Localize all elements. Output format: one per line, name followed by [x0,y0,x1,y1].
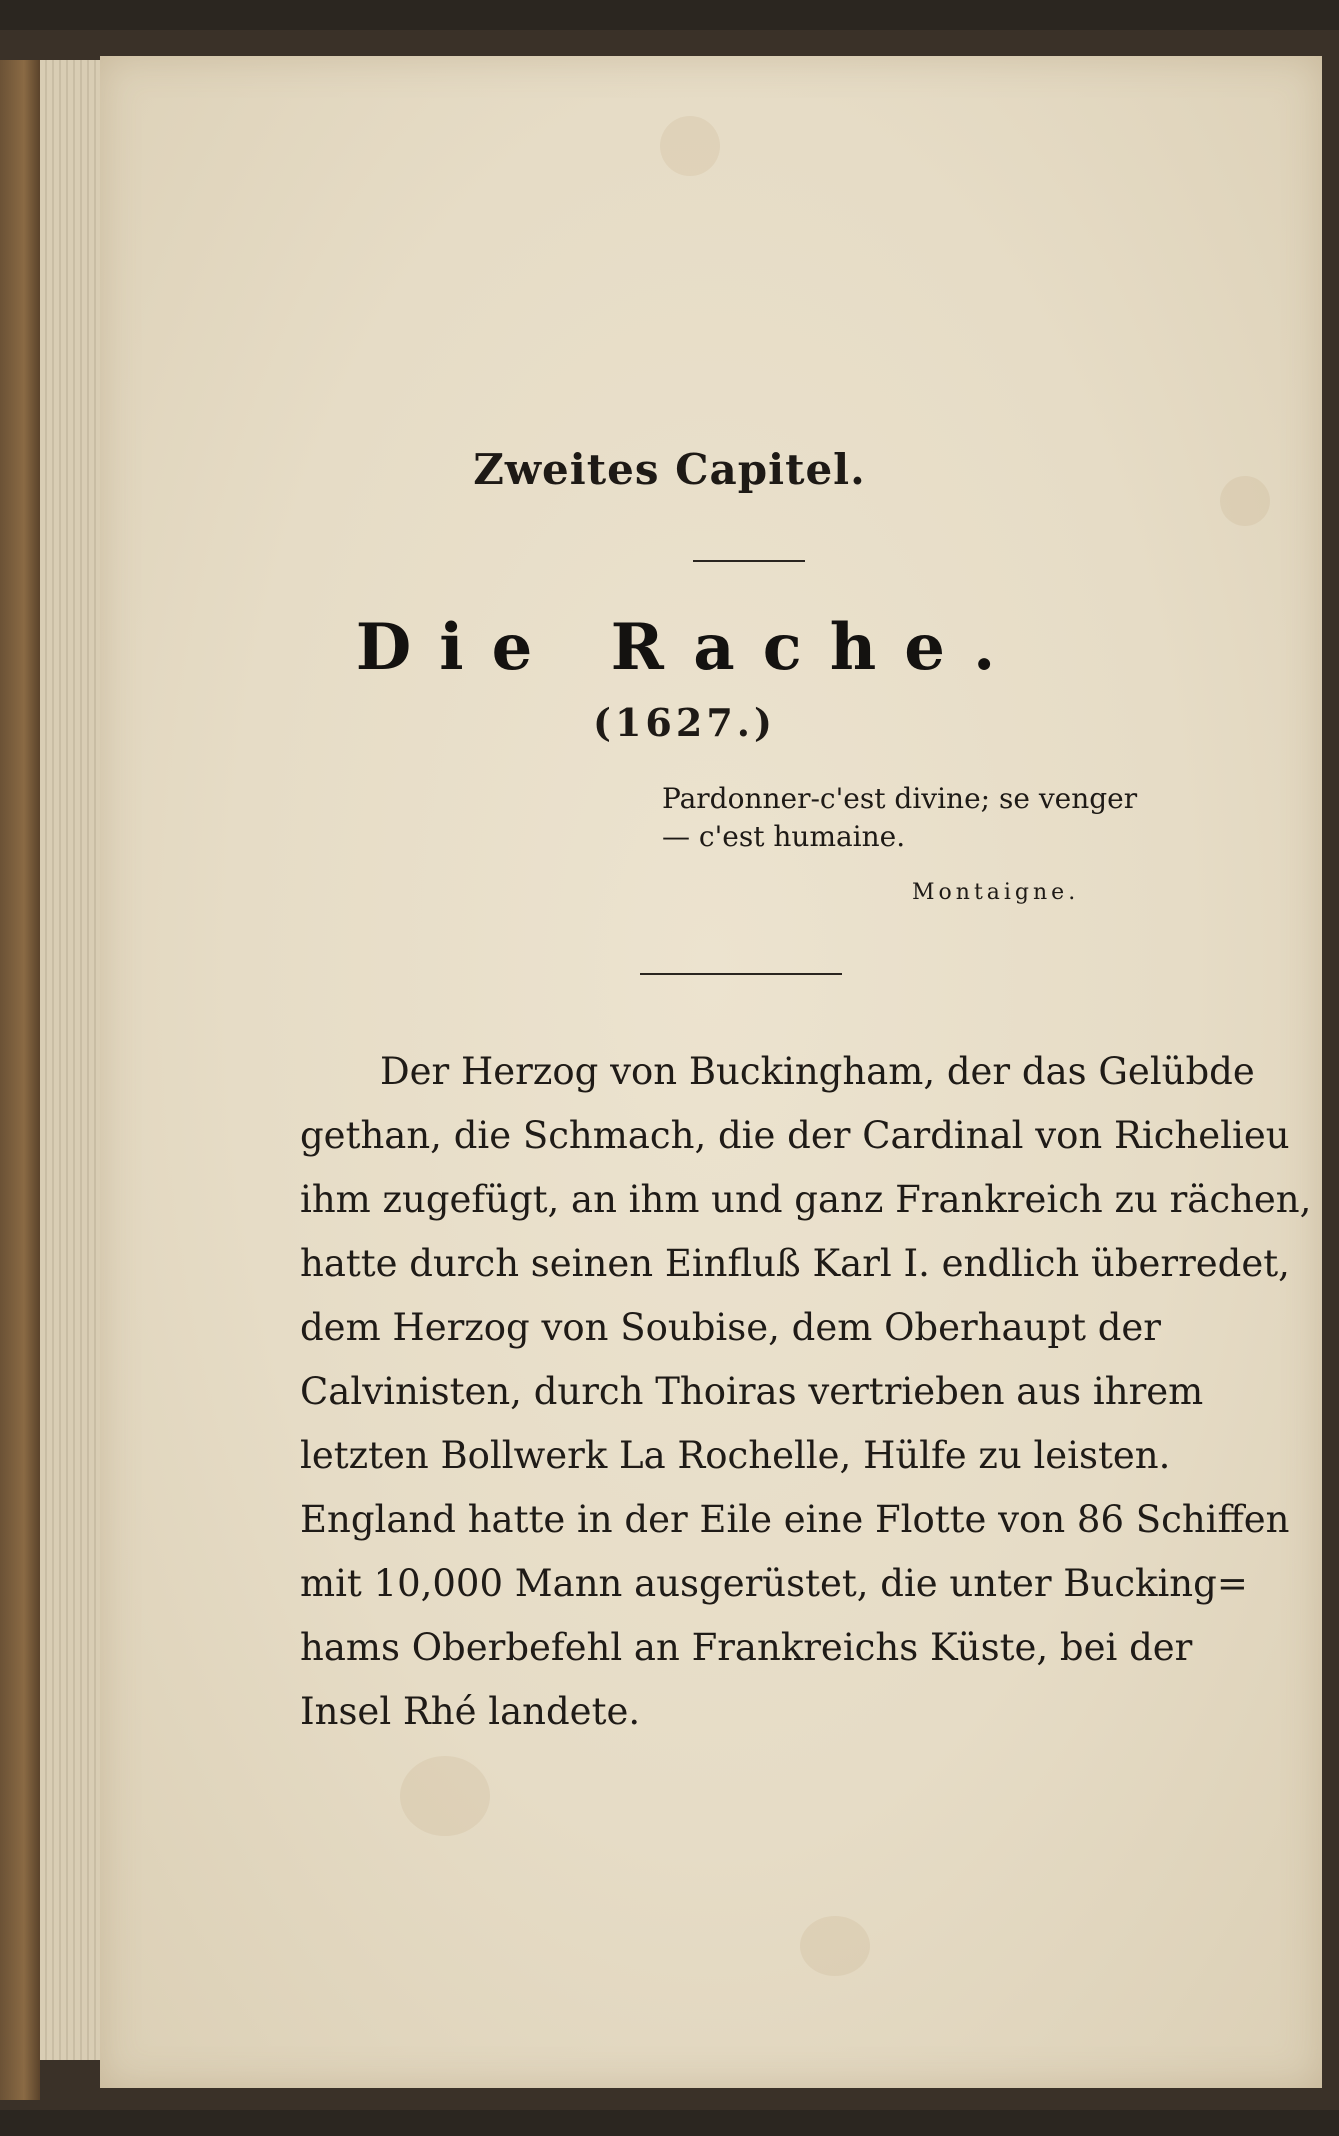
text-line: Insel Rhé landete. [300,1690,641,1733]
page-stain [400,1756,490,1836]
text-line: Calvinisten, durch Thoiras vertrieben aus ihrem [300,1370,1204,1413]
text-line: England hatte in der Eile eine Flotte von 86 Schiffen [300,1498,1290,1541]
book-spine [0,60,40,2100]
chapter-heading: Zweites Capitel. [473,445,866,494]
text-line: Der Herzog von Buckingham, der das Gelübde [380,1050,1255,1093]
text-line: mit 10,000 Mann ausgerüstet, die unter Bucking= [300,1562,1248,1605]
text-line: ihm zugefügt, an ihm und ganz Frankreich zu rächen, [300,1178,1312,1221]
text-line: gethan, die Schmach, die der Cardinal von Richelieu [300,1114,1290,1157]
chapter-title: Die Rache. [355,610,1024,685]
epigraph [662,780,1182,856]
text-line: hams Oberbefehl an Frankreichs Küste, bei der [300,1626,1193,1669]
divider-rule [693,560,805,562]
chapter-year: (1627.) [593,700,776,745]
body-paragraph [300,1040,1312,1744]
divider-rule [640,973,842,975]
text-line: dem Herzog von Soubise, dem Oberhaupt der [300,1306,1161,1349]
text-line: letzten Bollwerk La Rochelle, Hülfe zu leisten. [300,1434,1171,1477]
epigraph-line: — c'est humaine. [662,820,906,853]
epigraph-attribution: Montaigne. [912,880,1080,905]
page-stain [800,1916,870,1976]
page-stain [660,116,720,176]
text-line: hatte durch seinen Einfluß Karl I. endlich überredet, [300,1242,1290,1285]
epigraph-line: Pardonner-c'est divine; se venger [662,782,1138,815]
